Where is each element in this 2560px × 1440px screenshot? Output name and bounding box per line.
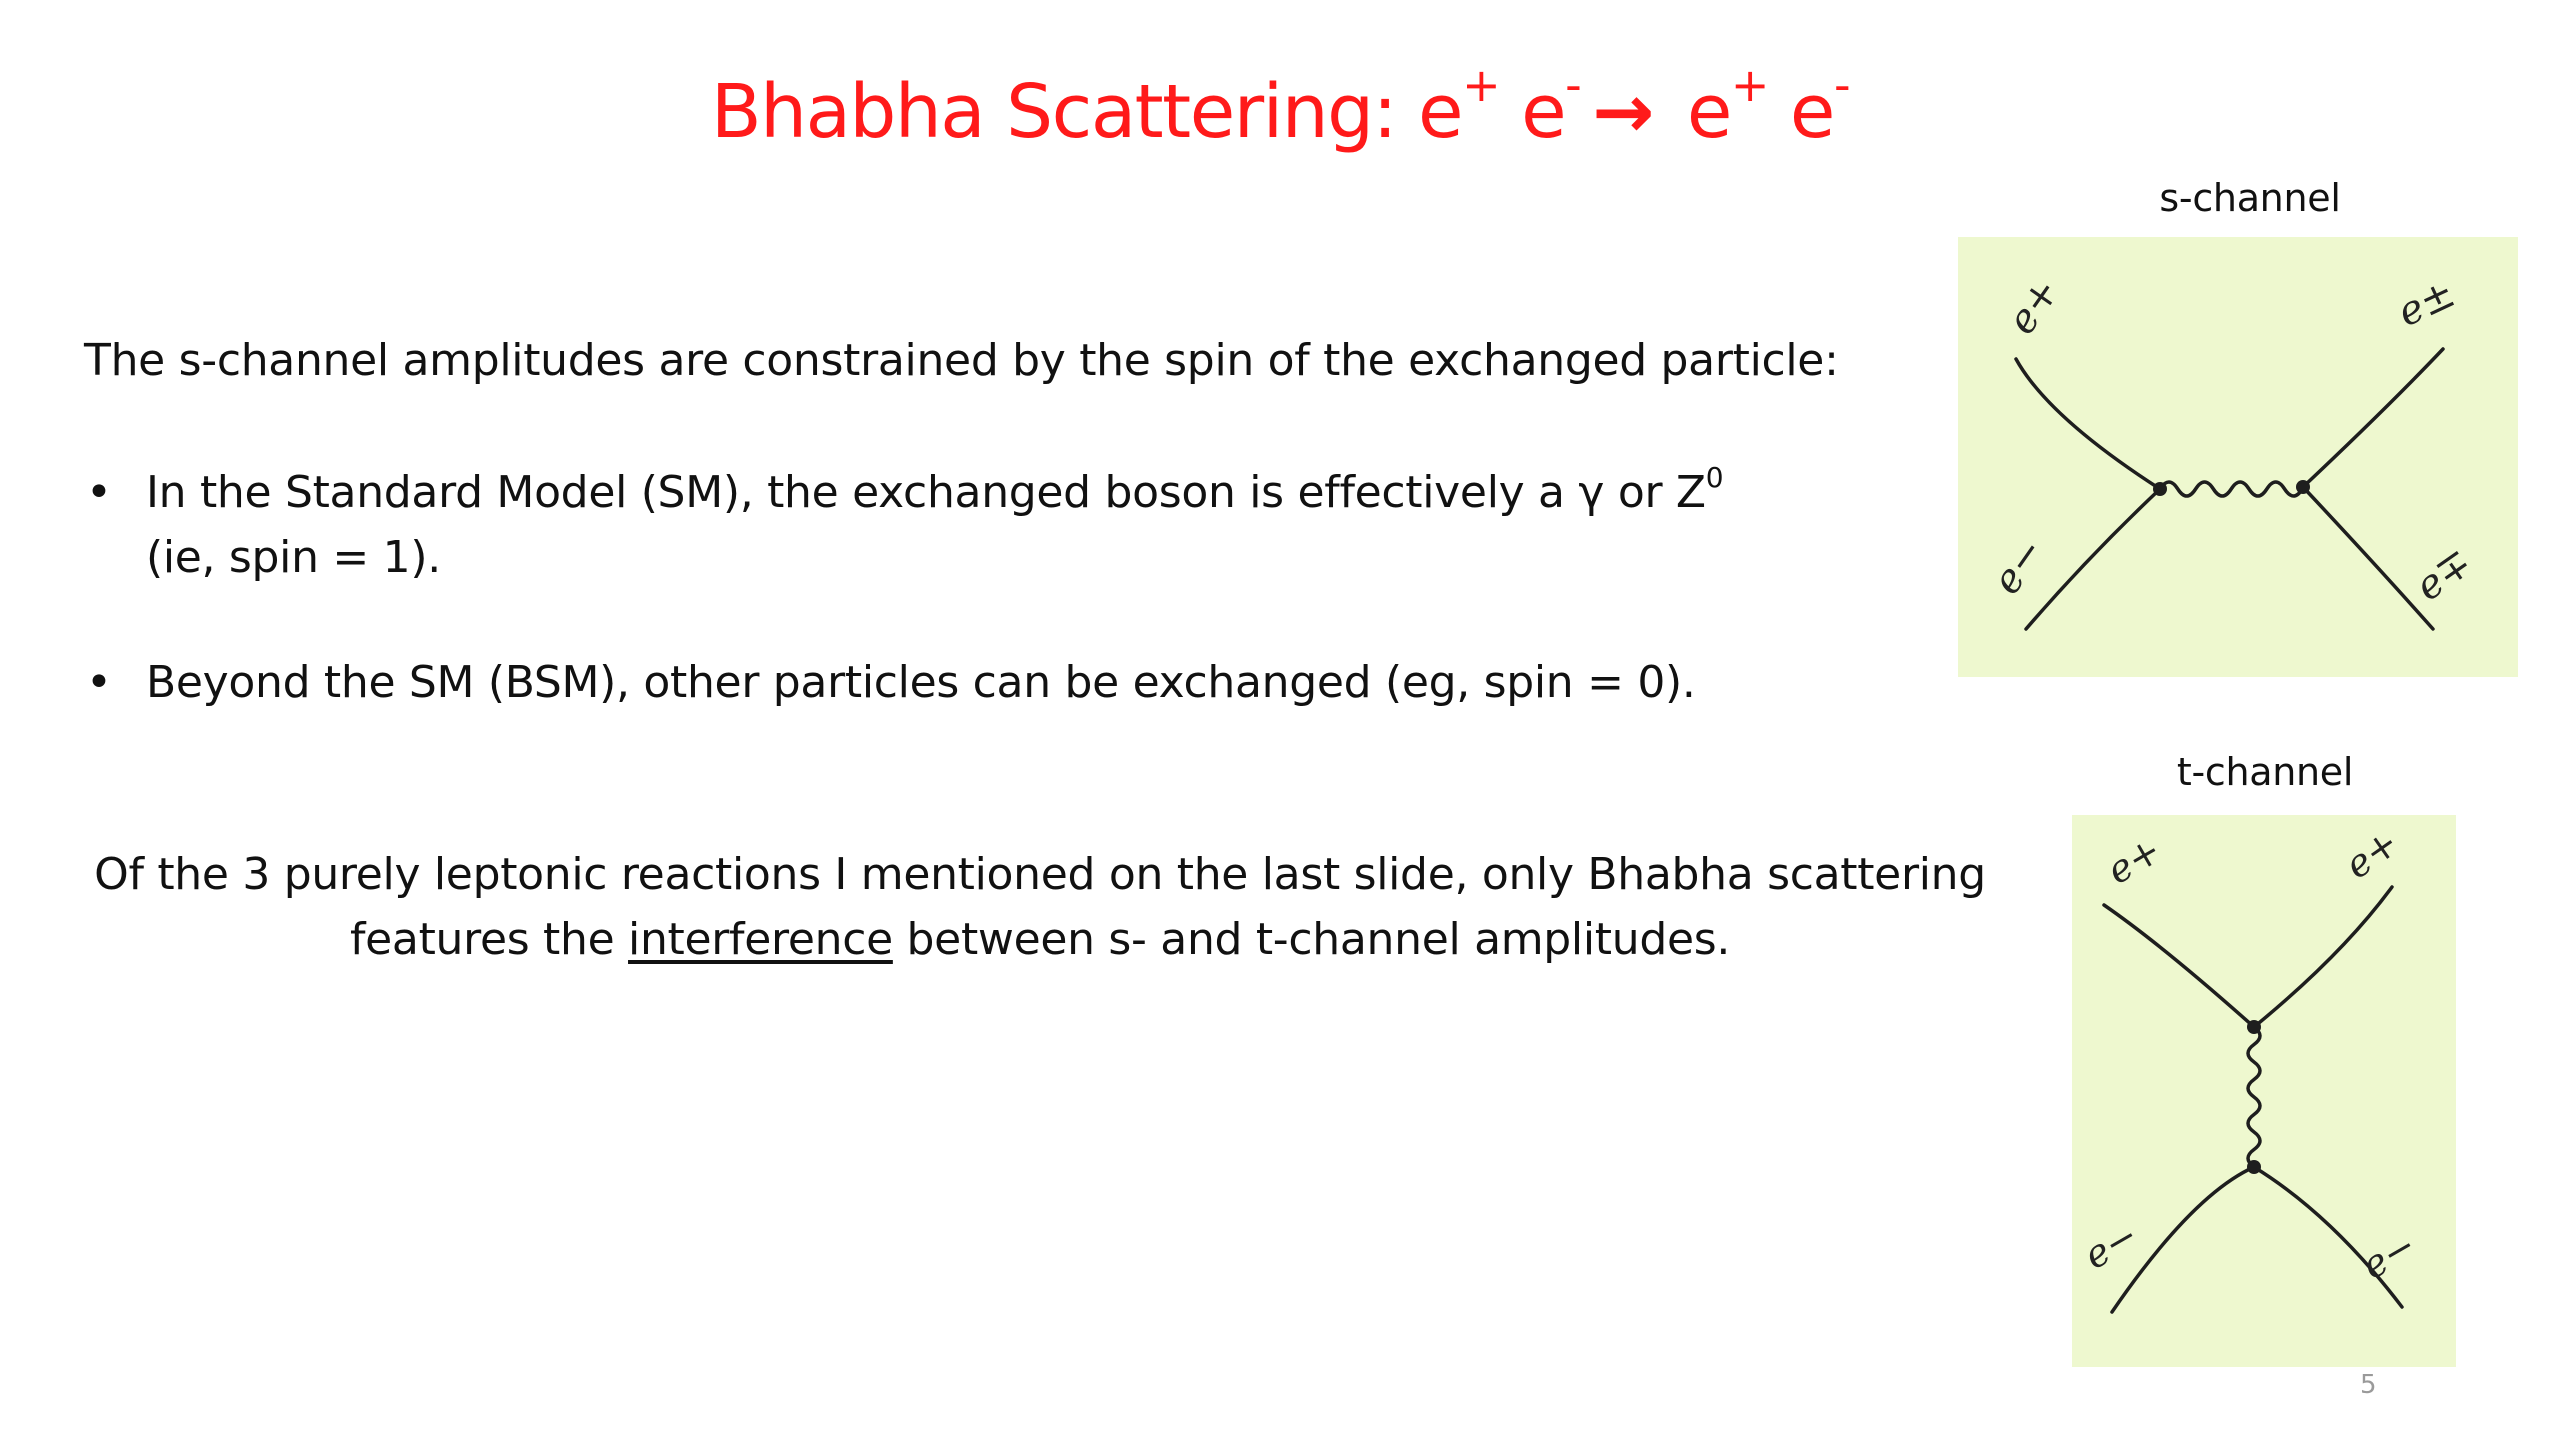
title-sup-3: + — [1730, 58, 1768, 113]
vertex-top — [2247, 1020, 2261, 1034]
bullet-dot-icon: • — [86, 467, 112, 518]
bullet-list — [84, 460, 1723, 715]
outgoing-line-bottom — [2303, 487, 2433, 629]
title-prefix: Bhabha Scattering: e — [710, 69, 1463, 155]
bullet-item-bsm — [84, 650, 1723, 715]
closing-line — [60, 907, 2020, 972]
label-e-plus-left: e+ — [2099, 827, 2169, 893]
label-e-minus-in: e− — [1983, 529, 2054, 603]
label-e-out-top: e± — [2390, 270, 2463, 337]
title-sup-4: - — [1833, 58, 1850, 113]
title-mid-3: e — [1767, 69, 1834, 155]
photon-propagator — [2248, 1027, 2260, 1167]
title-sup-1: + — [1462, 58, 1500, 113]
closing-line: Of the 3 purely leptonic reactions I mentioned on the last slide, only Bhabha scattering — [94, 849, 1986, 900]
photon-propagator — [2160, 482, 2302, 496]
label-e-minus-left: e− — [2076, 1212, 2146, 1278]
t-channel-drawing — [2072, 815, 2456, 1367]
bullet-item-sm — [84, 460, 1723, 590]
slide-title — [0, 58, 2560, 155]
bullet-line — [146, 460, 1723, 525]
label-e-plus-in: e+ — [1998, 269, 2069, 343]
incoming-positron-line — [2016, 359, 2160, 489]
title-mid-2: e — [1664, 69, 1731, 155]
top-right-line — [2254, 887, 2392, 1027]
closing-paragraph — [60, 842, 2020, 972]
outgoing-line-top — [2303, 349, 2443, 487]
closing-text: between s- and t-channel amplitudes. — [892, 914, 1731, 965]
s-channel-diagram — [1958, 237, 2518, 677]
label-e-plus-right: e+ — [2336, 820, 2407, 888]
vertex-left — [2153, 482, 2167, 496]
vertex-bottom — [2247, 1160, 2261, 1174]
z-superscript: 0 — [1705, 461, 1724, 495]
s-channel-caption: s-channel — [2159, 176, 2341, 220]
underlined-term: interference — [628, 914, 893, 965]
s-channel-drawing — [1958, 237, 2518, 677]
label-e-minus-right: e− — [2354, 1222, 2424, 1288]
t-channel-diagram — [2072, 815, 2456, 1367]
t-channel-caption: t-channel — [2176, 750, 2354, 794]
arrow-icon: → — [1592, 69, 1653, 155]
closing-text: features the — [349, 914, 629, 965]
title-mid-1: e — [1499, 69, 1566, 155]
intro-text: The s-channel amplitudes are constrained by the spin of the exchanged particle: — [84, 335, 1839, 386]
vertex-right — [2296, 480, 2310, 494]
bullet-text: In the Standard Model (SM), the exchanged boson is effectively a γ or Z — [146, 467, 1706, 518]
bullet-text: Beyond the SM (BSM), other particles can be exchanged (eg, spin = 0). — [146, 657, 1696, 708]
title-sup-2: - — [1565, 58, 1581, 113]
bullet-line: (ie, spin = 1). — [146, 532, 441, 583]
label-e-out-bottom: e∓ — [2407, 539, 2481, 611]
bullet-dot-icon: • — [86, 657, 112, 708]
top-left-line — [2104, 905, 2254, 1027]
page-number: 5 — [2360, 1370, 2377, 1400]
